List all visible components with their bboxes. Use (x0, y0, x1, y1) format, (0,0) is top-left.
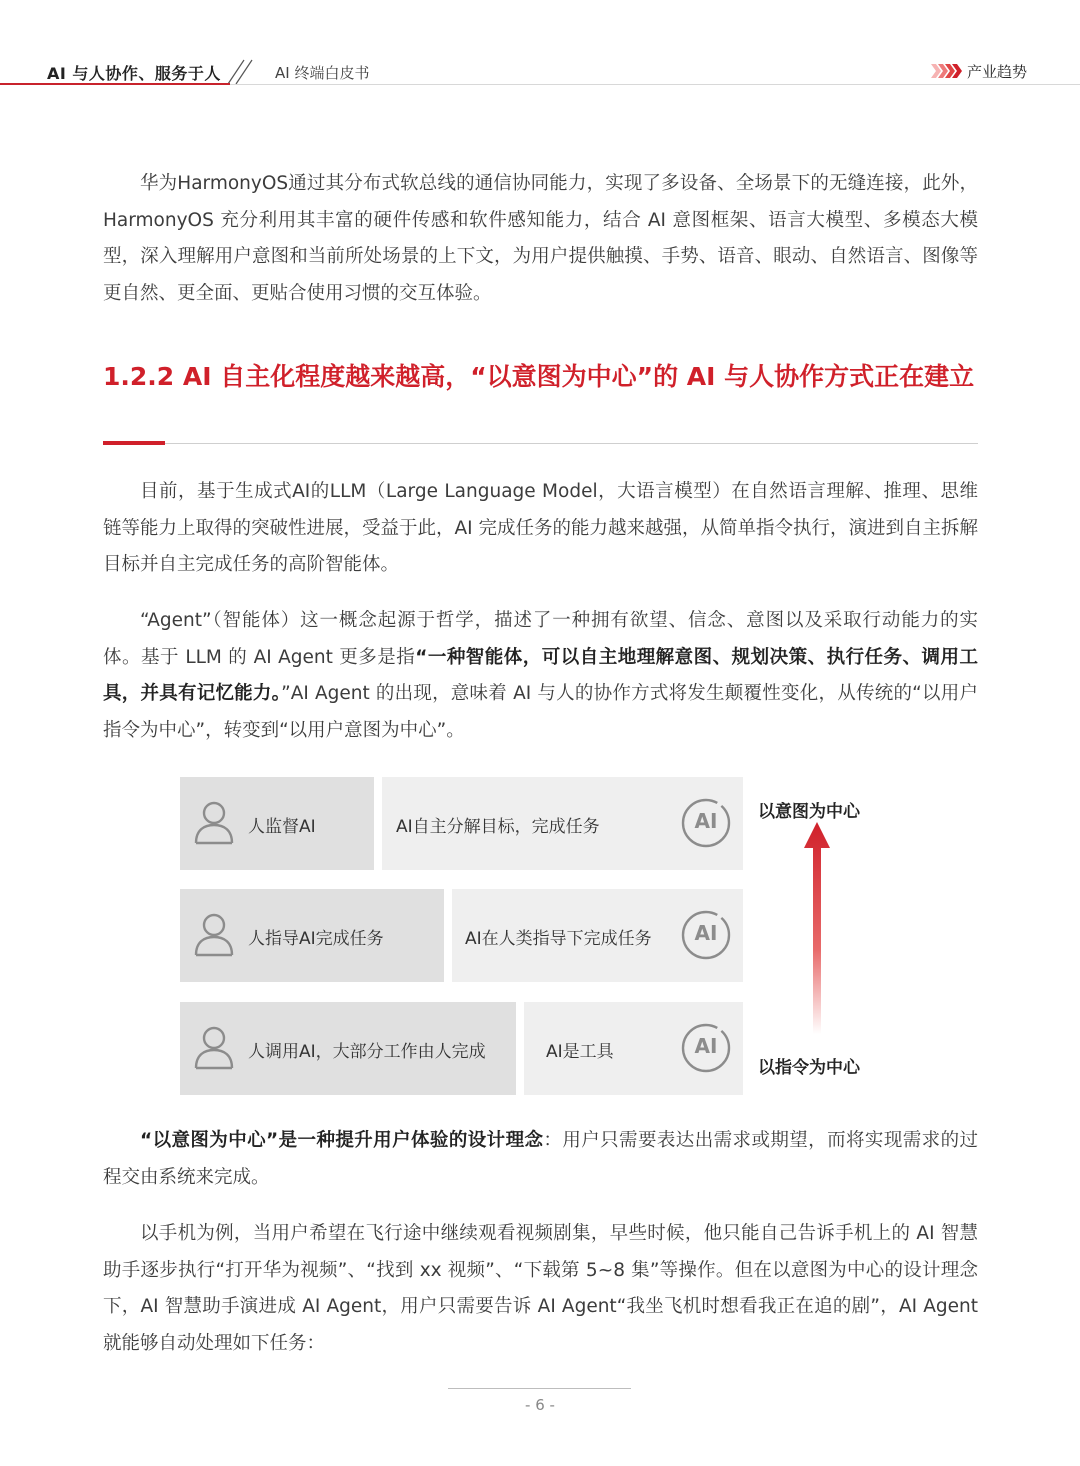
ai-badge-label: AI (694, 809, 718, 833)
agent-text-b: ”AI Agent 的出现，意味着 AI 与人的协作方式将发生颠覆性变化，从传统的“以用户指令为中心”，转变到“以用户意图为中心”。 (103, 683, 978, 741)
paragraph-agent (103, 603, 978, 749)
section-title: 1.2.2 AI 自主化程度越来越高，“以意图为中心”的 AI 与人协作方式正在建立 (103, 362, 975, 391)
human-role-2: 人指导AI完成任务 (248, 929, 384, 949)
page-number: - 6 - (525, 1396, 555, 1414)
ai-role-1: AI自主分解目标，完成任务 (396, 817, 600, 837)
ai-badge-icon (680, 1022, 732, 1074)
label-command-centric: 以指令为中心 (758, 1058, 860, 1078)
header-left-title: AI 与人协作、服务于人 (47, 64, 221, 83)
footer-divider (448, 1388, 631, 1389)
intent-concept-rest: ：用户只需要表达出需求或期望，而将实现需求的过程交由系统来完成。 (103, 1130, 978, 1188)
header-doc-title: AI 终端白皮书 (275, 64, 370, 82)
paragraph-phone-example: 以手机为例，当用户希望在飞行途中继续观看视频剧集，早些时候，他只能自己告诉手机上的 AI 智慧助手逐步执行“打开华为视频”、“找到 xx 视频”、“下载第 5~8 集”等操作。但在以意图为中心的设计理念下，AI 智慧助手演进成 AI Agent，用户只需要告诉 AI Agent“我坐飞机时想看我正在追的剧”，AI Agent 就能够自动处理如下任务： (103, 1223, 978, 1354)
paragraph-intent-concept (103, 1123, 978, 1196)
agent-text-a: “Agent”（智能体）这一概念起源于哲学，描述了一种拥有欲望、信念、意图以及采取行动能力的实体。基于 LLM 的 AI Agent 更多是指 (103, 610, 978, 668)
section-title-accent (103, 441, 165, 445)
paragraph-llm: 目前，基于生成式AI的LLM（Large Language Model，大语言模型）在自然语言理解、推理、思维链等能力上取得的突破性进展，受益于此，AI 完成任务的能力越来越强，从简单指令执行，演进到自主拆解目标并自主完成任务的高阶智能体。 (103, 481, 978, 575)
label-intent-centric: 以意图为中心 (758, 802, 860, 822)
chevrons-icon (931, 64, 963, 78)
section-title-rule (103, 443, 978, 444)
ai-badge-label: AI (694, 921, 718, 945)
ai-badge-icon (680, 797, 732, 849)
page-header (0, 0, 1080, 100)
person-icon (193, 1026, 235, 1070)
up-arrow-icon (800, 822, 834, 1034)
header-section-tag: 产业趋势 (967, 63, 1028, 81)
ai-role-2: AI在人类指导下完成任务 (465, 929, 652, 949)
ai-badge-icon (680, 909, 732, 961)
person-icon (193, 913, 235, 957)
human-role-1: 人监督AI (248, 817, 316, 837)
intent-concept-bold: “以意图为中心”是一种提升用户体验的设计理念 (140, 1130, 544, 1151)
ai-badge-label: AI (694, 1034, 718, 1058)
ai-role-3: AI是工具 (546, 1042, 614, 1062)
agent-definition-bold: “一种智能体，可以自主地理解意图、规划决策、执行任务、调用工具，并具有记忆能力。 (103, 646, 978, 704)
human-role-3: 人调用AI，大部分工作由人完成 (248, 1042, 486, 1062)
person-icon (193, 801, 235, 845)
paragraph-harmonyos: 华为HarmonyOS通过其分布式软总线的通信协同能力，实现了多设备、全场景下的无缝连接，此外，HarmonyOS 充分利用其丰富的硬件传感和软件感知能力，结合 AI 意图框架、语言大模型、多模态大模型，深入理解用户意图和当前所处场景的上下文，为用户提供触摸、手势、语音、眼动、自然语言、图像等更自然、更全面、更贴合使用习惯的交互体验。 (103, 173, 978, 304)
header-accent-line (0, 83, 230, 85)
